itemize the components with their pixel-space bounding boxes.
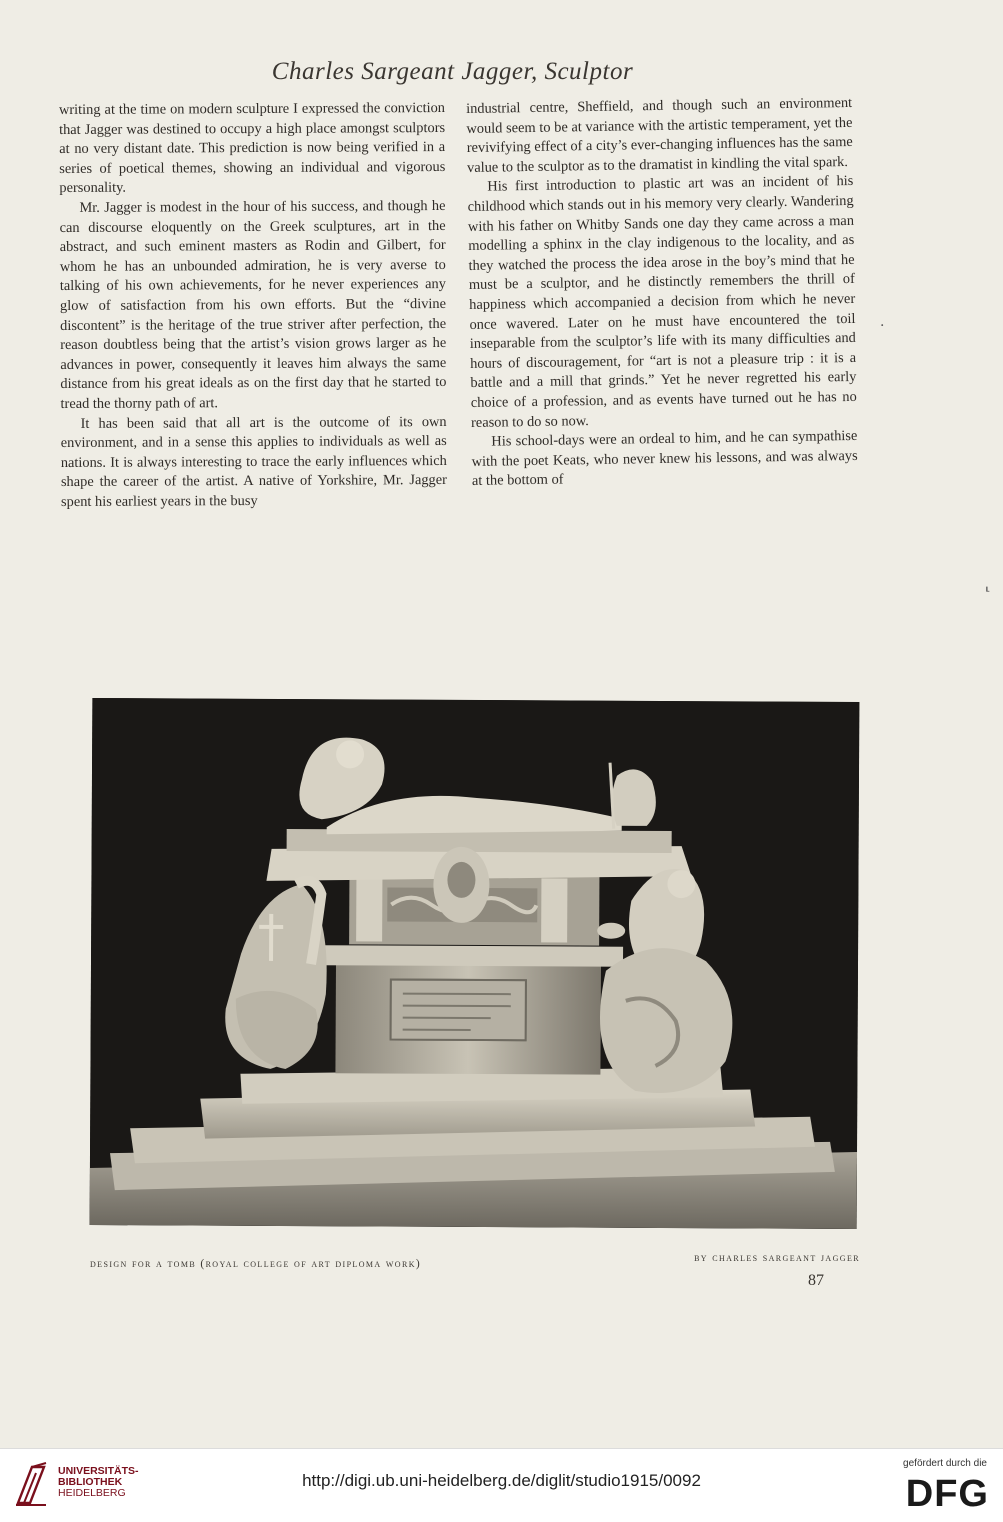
paragraph: It has been said that all art is the outcome of its own environment, and in a sense this applies to individuals as well as nations. It is always interesting to trace the early influences which shape the career of the artist. A native of Yorkshire, Mr. Jagger spent his earliest years in the busy xyxy=(61,412,448,512)
library-name-line: BIBLIOTHEK xyxy=(58,1477,139,1488)
scan-speck: · xyxy=(880,318,884,334)
caption-credit: by charles sargeant jagger xyxy=(694,1252,860,1264)
tomb-sculpture-illustration xyxy=(90,698,860,1229)
text-column-left xyxy=(59,99,447,512)
funding-note: gefördert durch die xyxy=(903,1458,987,1469)
running-title: Charles Sargeant Jagger, Sculptor xyxy=(0,58,905,86)
permalink-url[interactable]: http://digi.ub.uni-heidelberg.de/diglit/studio1915/0092 xyxy=(0,1471,1003,1491)
dfg-logo: DFG xyxy=(906,1473,989,1516)
paragraph: His first introduction to plastic art was an incident of his childhood which stands out in his memory very clearly. Wandering with his father on Whitby Sands one day they came across a man modelling a sphinx in the clay indigenous to the locality, and as they watched the process the idea arose in the boy’s mind that he must be a sculptor, and he distinctly remembers the thrill of happiness which accompanied a decision from which he never once wavered. Later on he must have encountered the toil inseparable from the sculptor’s life with its many difficulties and hours of discouragement, for “art is not a pleasure trip : it is a battle and a mill that grinds.” Yet he never regretted his early choice of a profession, and as events have turned out he has no reason to do so now. xyxy=(467,172,857,433)
page-number: 87 xyxy=(808,1272,824,1290)
scan-speck: ⸤ xyxy=(985,578,990,594)
paragraph: His school-days were an ordeal to him, and he can sympathise with the poet Keats, who never knew his lessons, and was always at the bottom of xyxy=(471,427,858,492)
paragraph: writing at the time on modern sculpture I expressed the conviction that Jagger was destined to occupy a high place amongst sculptors at no very distant date. This prediction is now being verified in a series of poetical themes, showing an individual and vigorous personality. xyxy=(59,99,446,199)
library-name-line: HEIDELBERG xyxy=(58,1488,139,1499)
paragraph: industrial centre, Sheffield, and though such an environment would seem to be at variance with the artistic temperament, yet the revivifying effect of a city’s ever-changing influences has the same value to the sculptor as to the dramatist in kindling the vital spark. xyxy=(466,94,853,178)
paragraph: Mr. Jagger is modest in the hour of his success, and though he can discourse eloquently on the Greek sculptures, art in the abstract, and such eminent masters as Rodin and Gilbert, for whom he has an unbounded admiration, he is very averse to talking of his own achievements, for he never experiences any glow of satisfaction from his own efforts. But the “divine discontent” is the heritage of the true striver after perfection, the reason doubtless being that the artist’s vision grows larger as he advances in power, consequently it leaves him always the same distance from his great ideals as on the first day that he started to tread the thorny path of art. xyxy=(59,197,446,415)
caption-title: design for a tomb (royal college of art diploma work) xyxy=(90,1258,421,1270)
text-column-right xyxy=(466,94,858,492)
tomb-photograph xyxy=(90,698,860,1229)
digitization-footer xyxy=(0,1448,1003,1522)
library-name-line: UNIVERSITÄTS- xyxy=(58,1466,139,1477)
